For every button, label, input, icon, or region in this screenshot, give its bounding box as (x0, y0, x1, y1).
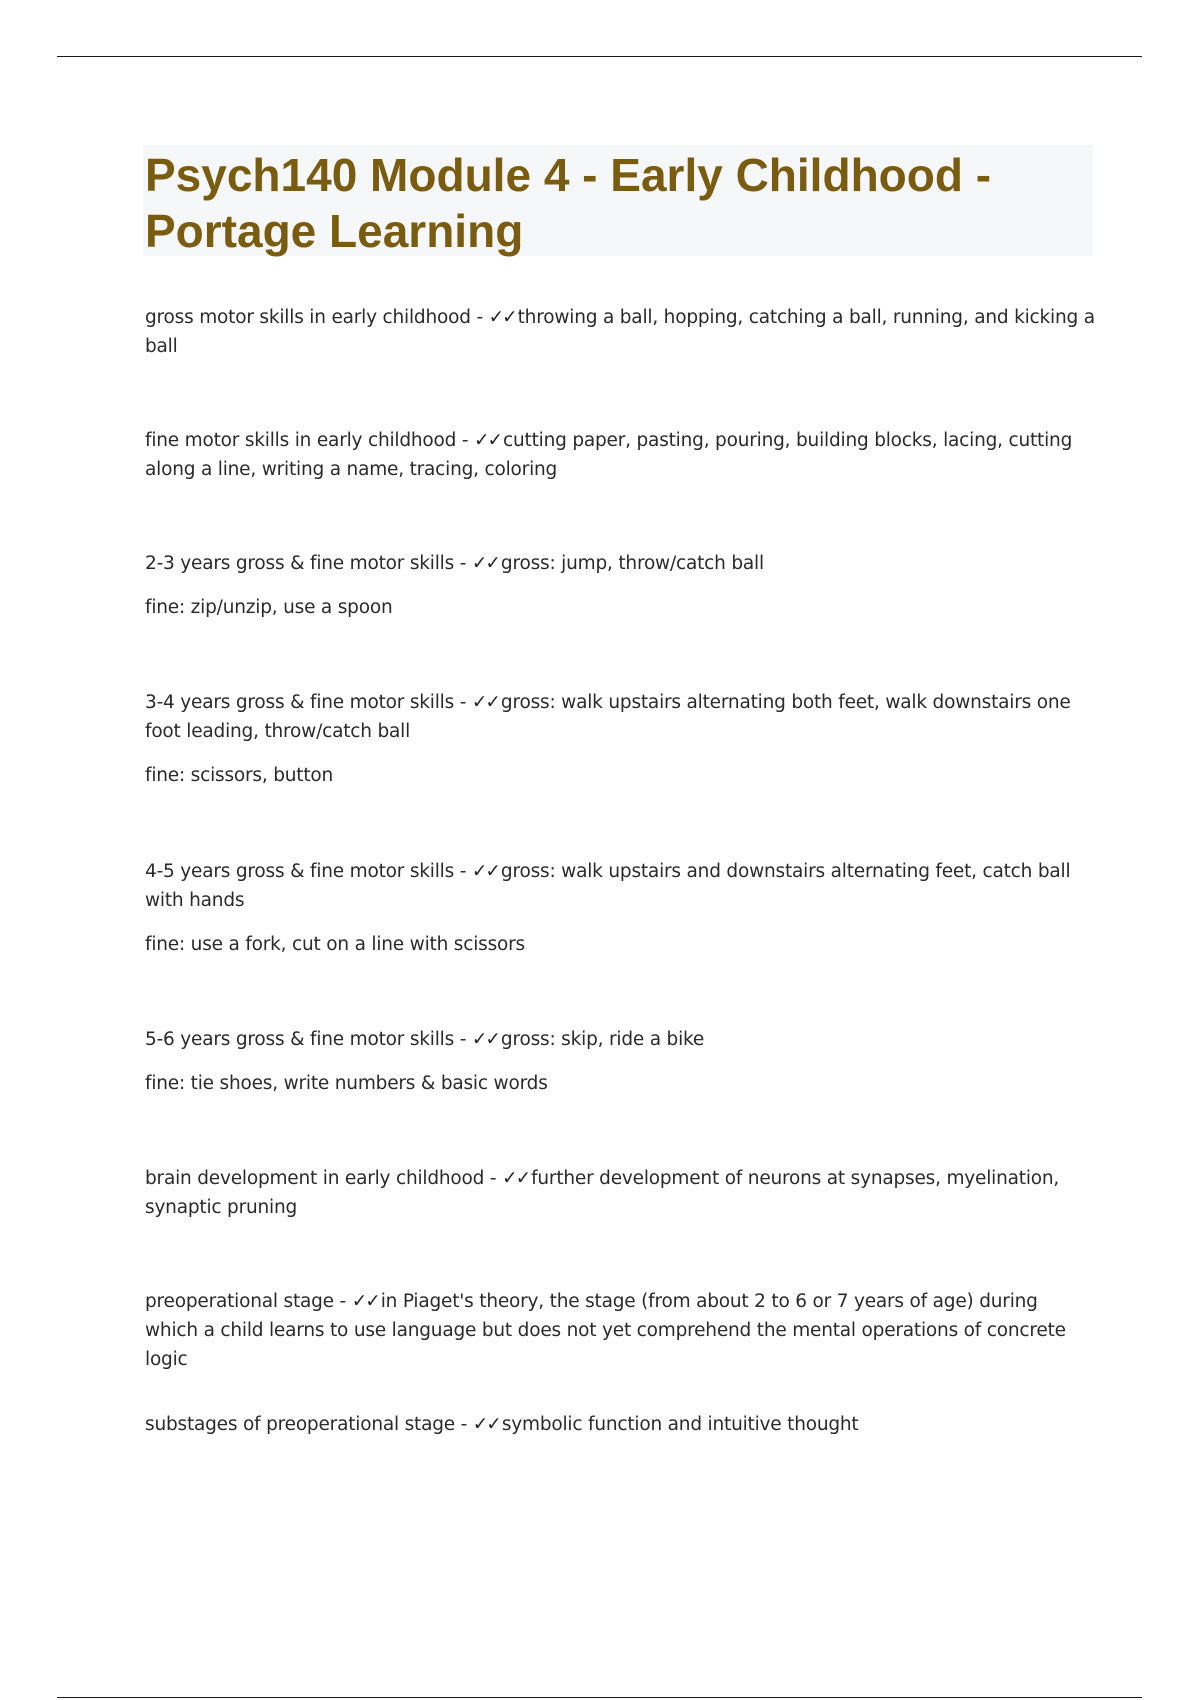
definition: in Piaget's theory, the stage (from about 2 to 6 or 7 years of age) during which a child learns to use language but does not yet comprehend the mental operations of concrete logic (145, 1291, 1066, 1370)
entry-extra: fine: use a fork, cut on a line with scissors (145, 934, 525, 955)
checkmark-icon: ✓✓ (488, 307, 516, 328)
flashcard-entry (145, 1410, 1095, 1439)
entry-line (145, 303, 1095, 361)
title-box (143, 145, 1093, 256)
page-title: Psych140 Module 4 - Early Childhood - Portage Learning (145, 149, 992, 257)
checkmark-icon: ✓✓ (502, 1168, 530, 1189)
term: brain development in early childhood - (145, 1168, 503, 1189)
checkmark-icon: ✓✓ (471, 1029, 499, 1050)
flashcard-entry (145, 1025, 1095, 1098)
term: 2-3 years gross & fine motor skills - (145, 553, 472, 574)
term: 4-5 years gross & fine motor skills - (145, 861, 472, 882)
flashcard-entry (145, 1287, 1095, 1374)
checkmark-icon: ✓✓ (351, 1291, 379, 1312)
term: preoperational stage - (145, 1291, 352, 1312)
entry-line (145, 549, 1095, 578)
flashcard-entry (145, 857, 1095, 959)
flashcard-entry (145, 1164, 1095, 1222)
definition: further development of neurons at synapses, myelination, synaptic pruning (145, 1168, 1060, 1218)
checkmark-icon: ✓✓ (472, 1414, 500, 1435)
definition: symbolic function and intuitive thought (501, 1414, 859, 1435)
entry-line (145, 688, 1095, 746)
definition: gross: skip, ride a bike (500, 1029, 705, 1050)
entry-line (145, 1164, 1095, 1222)
entry-line (145, 1410, 1095, 1439)
entry-line (145, 426, 1095, 484)
checkmark-icon: ✓✓ (471, 861, 499, 882)
flashcard-entry (145, 688, 1095, 790)
definition: throwing a ball, hopping, catching a ball, running, and kicking a ball (145, 307, 1095, 357)
checkmark-icon: ✓✓ (471, 553, 499, 574)
checkmark-icon: ✓✓ (474, 430, 502, 451)
entry-extra: fine: scissors, button (145, 765, 334, 786)
term: gross motor skills in early childhood - (145, 307, 489, 328)
definition: gross: walk upstairs and downstairs alternating feet, catch ball with hands (145, 861, 1071, 911)
flashcard-entry (145, 549, 1095, 622)
entry-extra: fine: zip/unzip, use a spoon (145, 597, 393, 618)
definition: cutting paper, pasting, pouring, building blocks, lacing, cutting along a line, writing a name, tracing, coloring (145, 430, 1073, 480)
bottom-rule (57, 1697, 1142, 1698)
definition: gross: walk upstairs alternating both feet, walk downstairs one foot leading, throw/catch ball (145, 692, 1071, 742)
flashcard-entry (145, 303, 1095, 361)
flashcard-entry (145, 426, 1095, 484)
term: fine motor skills in early childhood - (145, 430, 475, 451)
entry-line (145, 1025, 1095, 1054)
entry-line (145, 857, 1095, 915)
entry-extra: fine: tie shoes, write numbers & basic words (145, 1073, 548, 1094)
checkmark-icon: ✓✓ (471, 692, 499, 713)
term: substages of preoperational stage - (145, 1414, 473, 1435)
definition: gross: jump, throw/catch ball (500, 553, 764, 574)
term: 3-4 years gross & fine motor skills - (145, 692, 472, 713)
term: 5-6 years gross & fine motor skills - (145, 1029, 472, 1050)
entry-line (145, 1287, 1095, 1374)
top-rule (57, 56, 1142, 57)
